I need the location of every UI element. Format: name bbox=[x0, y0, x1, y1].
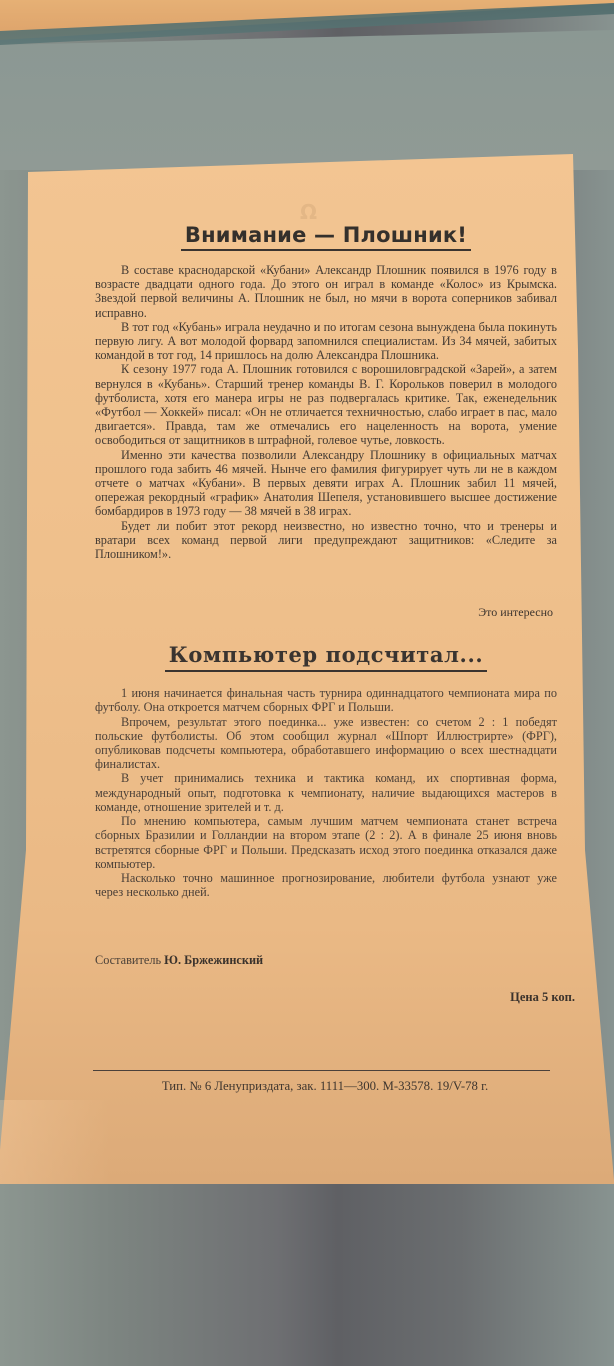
article2-title-text: Компьютер подсчитал... bbox=[165, 642, 488, 672]
article2-paragraph: По мнению компьютера, самым лучшим матчем чемпионата станет встреча сборных Бразилии и Голландии на втором этапе (2 : 2). А в финале 25 июня вновь встретятся сборные ФРГ и Польши. Предсказать исход этого поединка отказался даже компьютер. bbox=[95, 814, 557, 871]
paper-shade bbox=[0, 1100, 110, 1184]
printing-imprint: Тип. № 6 Ленуприздата, зак. 1111—300. М-33578. 19/V-78 г. bbox=[161, 1079, 489, 1093]
article1-paragraph: Именно эти качества позволили Александру Плошнику в официальных матчах прошлого года забить 46 мячей. Нынче его фамилия фигурирует чуть ли не в каждом отчете о матчах «Кубани». В первых девяти играх А. Плошник забил 11 мячей, опережая рекордный «график» Анатолия Шепеля, установившего высшее достижение бомбардиров в 1973 году — 38 мячей в 38 играх. bbox=[95, 447, 557, 519]
compiler-credit bbox=[95, 953, 557, 968]
document-content bbox=[95, 205, 575, 1005]
article2-paragraph: Насколько точно машинное прогнозирование, любители футбола узнают уже через несколько дней. bbox=[95, 870, 557, 900]
article2-title bbox=[95, 642, 557, 672]
article1-title bbox=[95, 223, 557, 251]
article2-paragraph: 1 июня начинается финальная часть турнира одиннадцатого чемпионата мира по футболу. Она откроется матчем сборных ФРГ и Польши. bbox=[95, 686, 557, 715]
article1-paragraph: В тот год «Кубань» играла неудачно и по итогам сезона вынуждена была покинуть первую лигу. А вот молодой форвард запомнился специалистам. Из 34 мячей, забитых командой в тот год, 14 пришлось на долю Александра Плошника. bbox=[95, 319, 557, 363]
footer-divider bbox=[93, 1070, 550, 1071]
price-label: Цена 5 коп. bbox=[510, 990, 575, 1005]
article1-title-text: Внимание — Плошник! bbox=[181, 223, 471, 251]
article2-paragraph: В учет принимались техника и тактика команд, их спортивная форма, международный опыт, подготовка к чемпионату, наличие выдающихся мастеров в команде, отношение зрителей и т. д. bbox=[95, 771, 557, 814]
table-surface-top bbox=[0, 30, 614, 170]
article2-paragraph: Впрочем, результат этого поединка... уже известен: со счетом 2 : 1 победят польские футболисты. Об этом сообщил журнал «Шпорт Иллюстрирте» (ФРГ), опубликовав подсчеты компьютера, обработавшего информацию о всех шестнадцати финалистах. bbox=[95, 714, 557, 772]
compiler-name: Ю. Бржежинский bbox=[164, 953, 264, 968]
article1-paragraph: Будет ли побит этот рекорд неизвестно, но известно точно, что и тренеры и вратари всех команд первой лиги предупреждают защитников: «Следите за Плошником!». bbox=[95, 518, 557, 562]
compiler-label: Составитель bbox=[95, 953, 162, 968]
article1-paragraph: К сезону 1977 года А. Плошник готовился с ворошиловградской «Зарей», а затем вернулся в «Кубань». Старший тренер команды В. Г. Корольков поверил в молодого футболиста, хотя его манера игры не раз подвергалась критике. Так, еженедельник «Футбол — Хоккей» писал: «Он не отличается техничностью, слабо играет в пас, мало двигается». Правда, там же отмечались его нацеленность на ворота, умение освободиться от защитников в штрафной, голевое чутье, ловкость. bbox=[95, 362, 557, 448]
section-label: Это интересно bbox=[478, 605, 553, 620]
article1-paragraph: В составе краснодарской «Кубани» Александр Плошник появился в 1976 году в возрасте двадцати одного года. До этого он играл в команде «Колос» из Крымска. Звездой первой величины А. Плошник не был, но мячи в ворота соперников забивал исправно. bbox=[95, 263, 557, 320]
bleed-through-text: Ω bbox=[300, 200, 318, 224]
